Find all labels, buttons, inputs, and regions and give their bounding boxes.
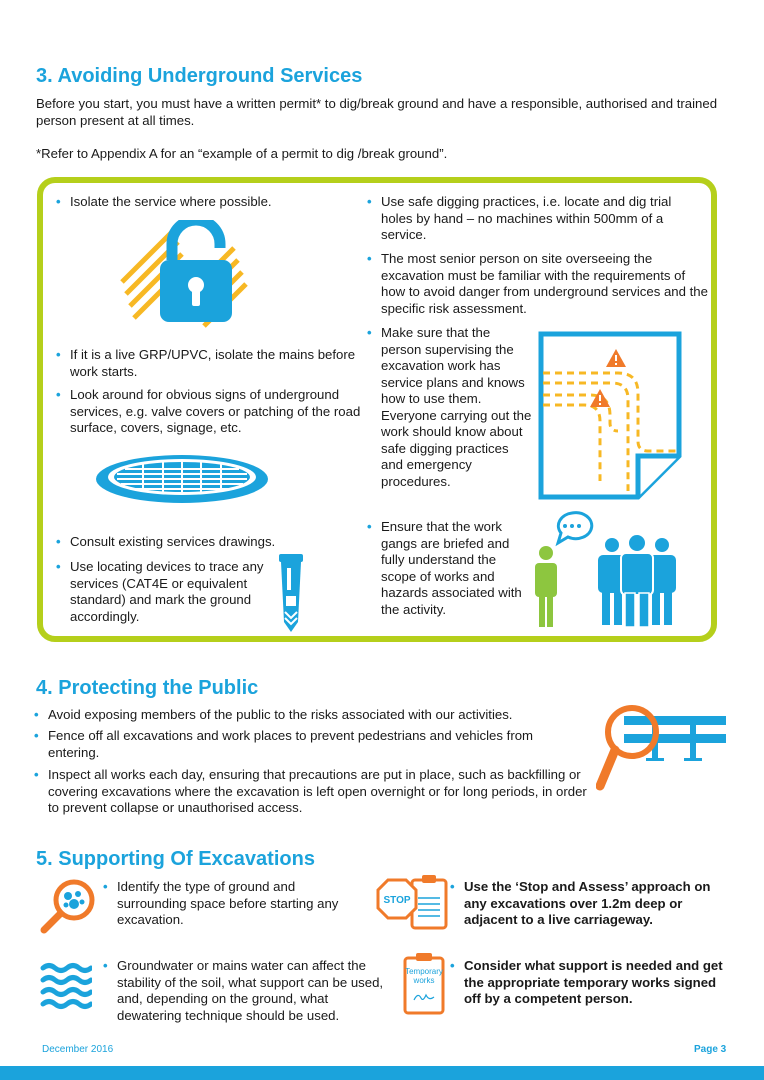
- locating-device-icon: [276, 552, 306, 636]
- list-item: • Make sure that the person supervising the excavation work has service plans and knows how to use them. Everyone carrying out the work should know about safe digging practices and emergency procedures.: [367, 325, 533, 490]
- temporary-works-clipboard-icon: [402, 952, 446, 1016]
- page-number: Page 3: [694, 1044, 727, 1055]
- list-item: • Look around for obvious signs of underground services, e.g. valve covers or patching of the road surface, covers, signage, etc.: [56, 387, 370, 437]
- temp-label-1: Temporary: [405, 967, 443, 976]
- list-item: • Groundwater or mains water can affect the stability of the soil, what support can be used, and, depending on the ground, what dewatering technique should be used.: [103, 958, 387, 1024]
- list-item: • Consider what support is needed and get the appropriate temporary works signed off by a competent person.: [450, 958, 734, 1008]
- stop-label: STOP: [383, 895, 411, 906]
- list-item: • Use safe digging practices, i.e. locate and dig trial holes by hand – no machines within 500mm of a service.: [367, 194, 701, 244]
- temp-label-2: works: [413, 976, 435, 985]
- service-plan-icon: [538, 331, 684, 501]
- list-item: • The most senior person on site overseeing the excavation must be familiar with the requirements of how to avoid danger from underground services and the specific risk assessment.: [367, 251, 711, 317]
- section-3-title: 3. Avoiding Underground Services: [36, 65, 363, 87]
- manhole-cover-icon: [93, 452, 271, 506]
- water-waves-icon: [40, 962, 92, 1012]
- padlock-icon: [112, 220, 262, 330]
- footer-bar: [0, 1066, 764, 1080]
- section-3-intro: Before you start, you must have a written permit* to dig/break ground and have a responsible, authorised and trained person present at all times.: [36, 96, 718, 128]
- list-item: • Fence off all excavations and work places to prevent pedestrians and vehicles from entering.: [34, 728, 558, 761]
- section-3-note: *Refer to Appendix A for an “example of a permit to dig /break ground”.: [36, 146, 448, 161]
- workers-icon: [530, 511, 682, 629]
- list-item: • If it is a live GRP/UPVC, isolate the mains before work starts.: [56, 347, 370, 380]
- list-item: • Ensure that the work gangs are briefed and fully understand the scope of works and hazards associated with the activity.: [367, 519, 533, 618]
- list-item: • Inspect all works each day, ensuring that precautions are put in place, such as backfilling or covering excavations where the excavation is left open overnight or for long periods, in order to prevent collapse or unauthorised access.: [34, 767, 588, 817]
- list-item: • Isolate the service where possible.: [56, 194, 360, 211]
- magnifier-fence-icon: [596, 700, 728, 792]
- list-item: • Identify the type of ground and surrounding space before starting any excavation.: [103, 879, 347, 929]
- section-4-title: 4. Protecting the Public: [36, 677, 259, 699]
- section-5-title: 5. Supporting Of Excavations: [36, 848, 315, 870]
- list-item: • Use the ‘Stop and Assess’ approach on any excavations over 1.2m deep or adjacent to a live carriageway.: [450, 879, 734, 929]
- stop-clipboard-icon: [376, 872, 450, 932]
- list-item: • Consult existing services drawings.: [56, 534, 330, 551]
- footer-date: December 2016: [42, 1044, 114, 1055]
- list-item: • Avoid exposing members of the public to the risks associated with our activities.: [34, 707, 608, 724]
- list-item: • Use locating devices to trace any services (CAT4E or equivalent standard) and mark the ground accordingly.: [56, 559, 290, 625]
- magnifier-soil-icon: [38, 878, 98, 934]
